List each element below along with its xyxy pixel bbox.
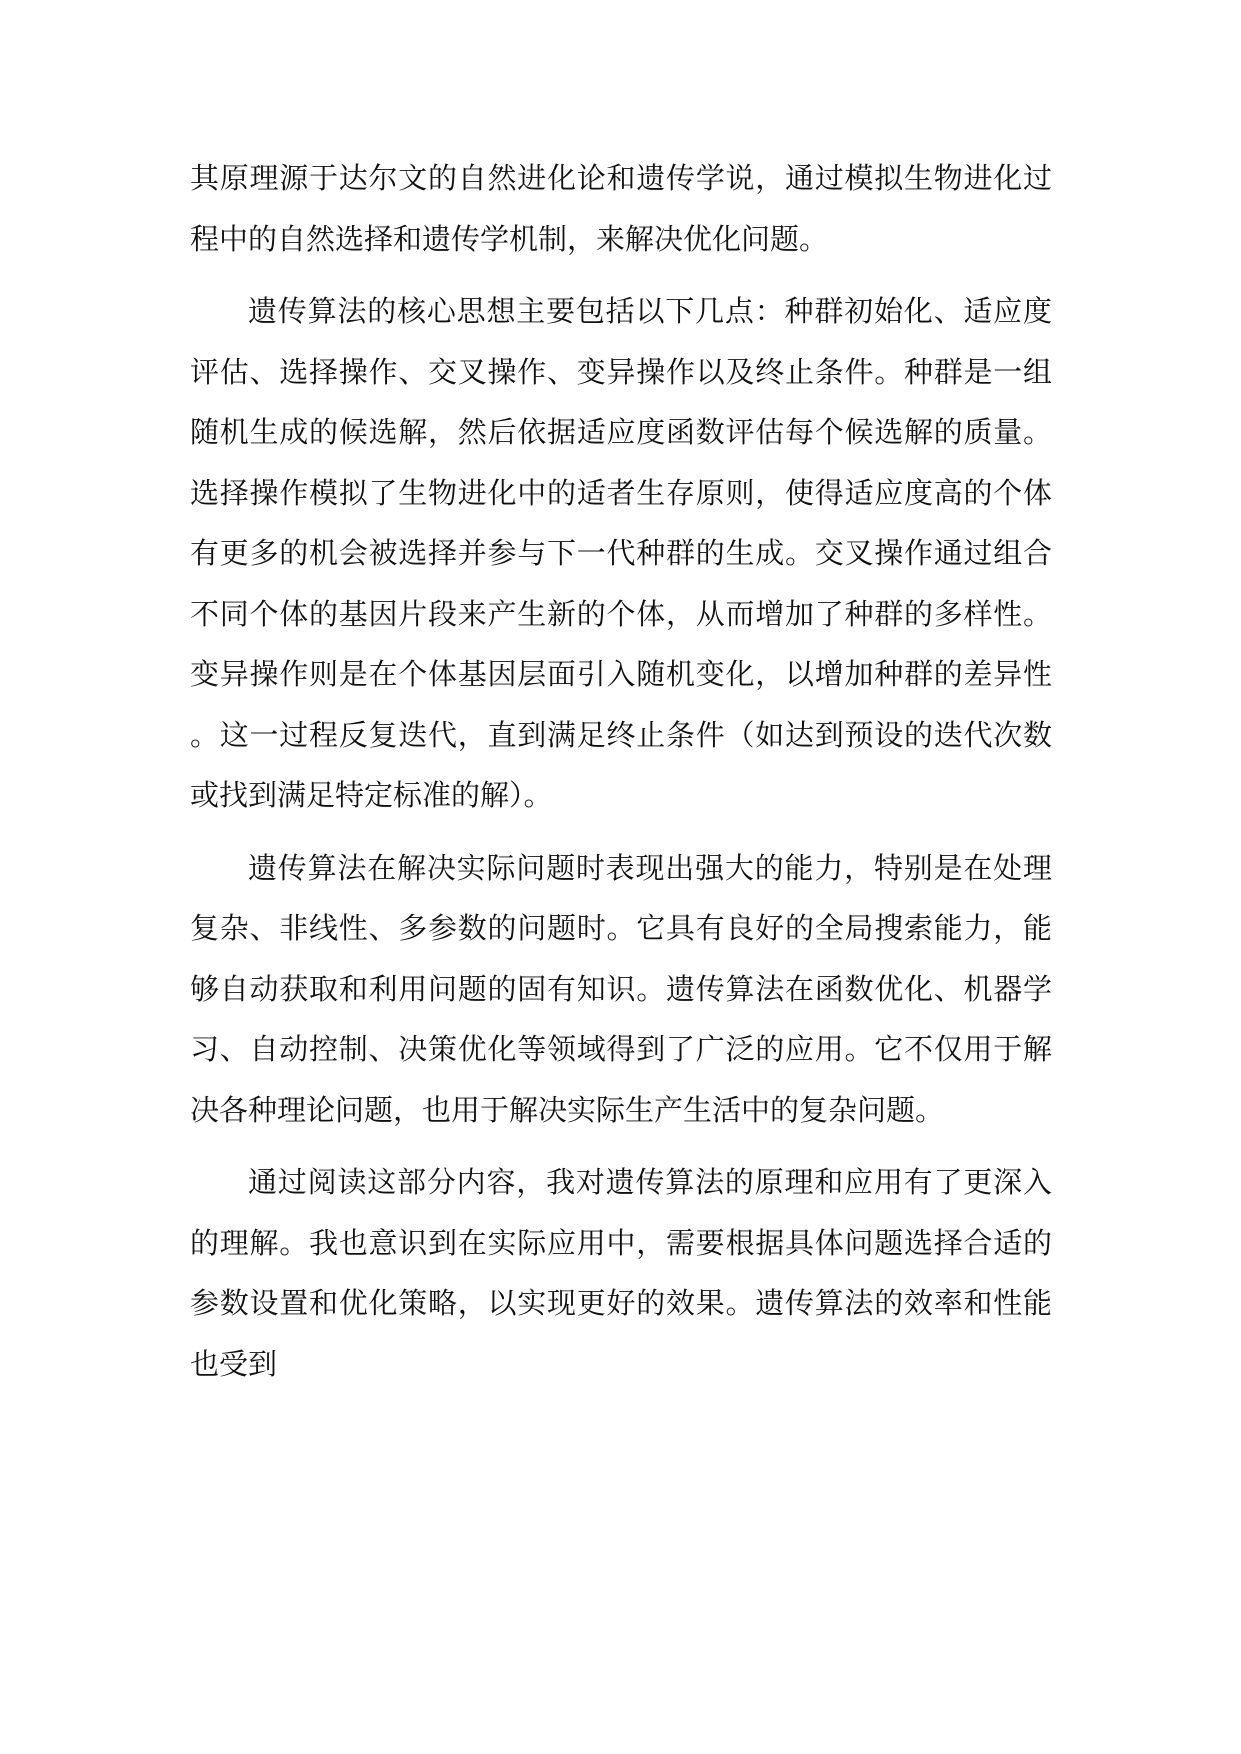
document-body: [190, 148, 1052, 1406]
paragraph-3: 遗传算法在解决实际问题时表现出强大的能力，特别是在处理复杂、非线性、多参数的问题时。它具有良好的全局搜索能力，能够自动获取和利用问题的固有知识。遗传算法在函数优化、机器学习、自动控制、决策优化等领域得到了广泛的应用。它不仅用于解决各种理论问题，也用于解决实际生产生活中的复杂问题。: [190, 850, 1052, 1127]
paragraph-4: 通过阅读这部分内容，我对遗传算法的原理和应用有了更深入的理解。我也意识到在实际应用中，需要根据具体问题选择合适的参数设置和优化策略，以实现更好的效果。遗传算法的效率和性能也受到: [190, 1165, 1052, 1381]
paragraph-2: 遗传算法的核心思想主要包括以下几点：种群初始化、适应度评估、选择操作、交叉操作、变异操作以及终止条件。种群是一组随机生成的候选解，然后依据适应度函数评估每个候选解的质量。选择操作模拟了生物进化中的适者生存原则，使得适应度高的个体有更多的机会被选择并参与下一代种群的生成。交叉操作通过组合不同个体的基因片段来产生新的个体，从而增加了种群的多样性。变异操作则是在个体基因层面引入随机变化，以增加种群的差异性。这一过程反复迭代，直到满足终止条件（如达到预设的迭代次数或找到满足特定标准的解）。: [190, 294, 1052, 812]
paragraph-1: 其原理源于达尔文的自然进化论和遗传学说，通过模拟生物进化过程中的自然选择和遗传学机制，来解决优化问题。: [190, 161, 1052, 256]
